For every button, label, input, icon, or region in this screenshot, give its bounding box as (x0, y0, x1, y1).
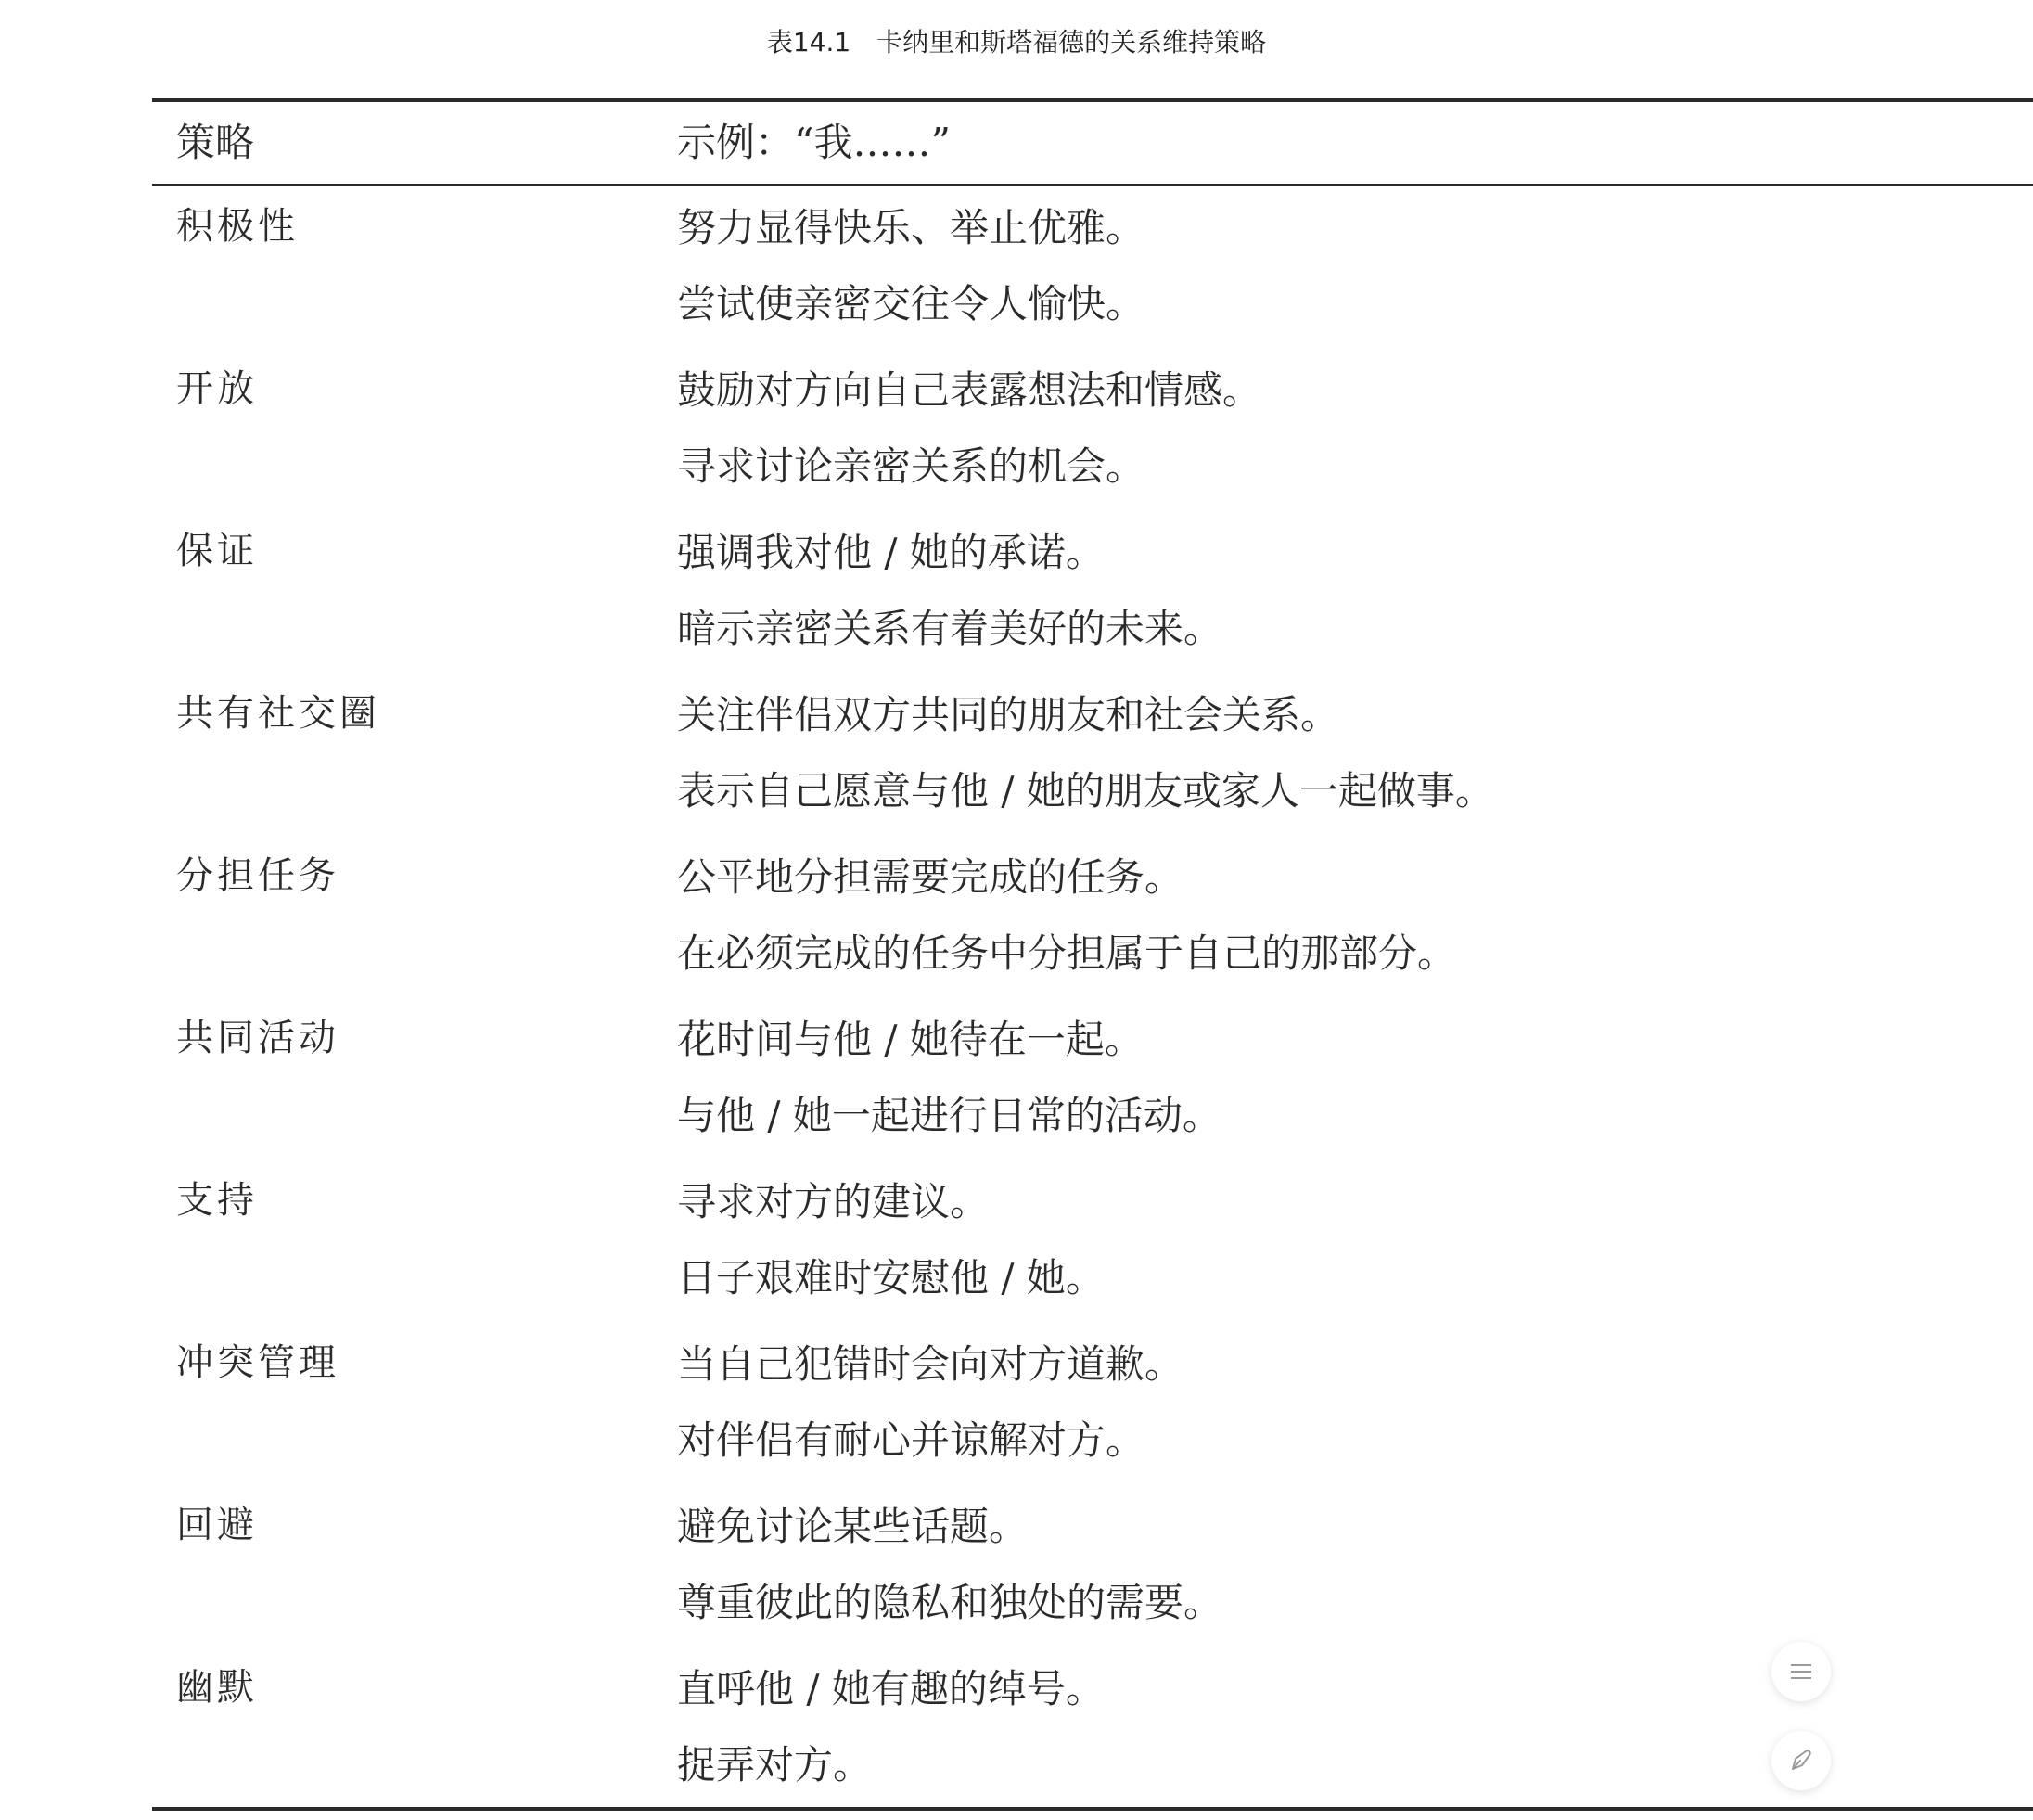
example-cell: 捉弄对方。 (677, 1742, 873, 1788)
example-cell: 强调我对他 / 她的承诺。 (677, 530, 1105, 575)
table-row (0, 510, 2033, 673)
table-header-row (0, 102, 2033, 184)
strategy-cell: 开放 (176, 367, 258, 410)
strategy-cell: 保证 (176, 530, 258, 572)
table-row (0, 835, 2033, 997)
table-row (0, 1322, 2033, 1484)
example-cell: 与他 / 她一起进行日常的活动。 (677, 1093, 1221, 1138)
table-row (0, 997, 2033, 1160)
header-strategy: 策略 (176, 120, 255, 165)
example-cell: 努力显得快乐、举止优雅。 (677, 205, 1145, 250)
strategy-cell: 支持 (176, 1179, 258, 1222)
strategy-cell: 分担任务 (176, 854, 339, 897)
strategy-cell: 回避 (176, 1504, 258, 1546)
example-cell: 尊重彼此的隐私和独处的需要。 (677, 1580, 1223, 1625)
table-row (0, 1160, 2033, 1322)
strategy-cell: 共同活动 (176, 1017, 339, 1059)
example-cell: 对伴侣有耐心并谅解对方。 (677, 1417, 1145, 1463)
table-row (0, 186, 2033, 348)
table-row (0, 673, 2033, 835)
table-row (0, 1484, 2033, 1647)
example-cell: 避免讨论某些话题。 (677, 1504, 1029, 1549)
strategy-cell: 幽默 (176, 1666, 258, 1709)
example-cell: 直呼他 / 她有趣的绰号。 (677, 1666, 1105, 1711)
table-row (0, 1647, 2033, 1809)
table-body (0, 186, 2033, 1807)
edit-button[interactable] (1771, 1731, 1831, 1790)
strategy-cell: 冲突管理 (176, 1341, 339, 1384)
table-row (0, 348, 2033, 510)
example-cell: 当自己犯错时会向对方道歉。 (677, 1341, 1184, 1387)
example-cell: 尝试使亲密交往令人愉快。 (677, 281, 1145, 327)
example-cell: 花时间与他 / 她待在一起。 (677, 1017, 1144, 1062)
example-cell: 寻求讨论亲密关系的机会。 (677, 443, 1145, 489)
menu-icon (1789, 1661, 1813, 1682)
example-cell: 日子艰难时安慰他 / 她。 (677, 1255, 1105, 1301)
strategy-cell: 共有社交圈 (176, 692, 380, 735)
header-example: 示例：“我……” (677, 120, 951, 165)
example-cell: 关注伴侣双方共同的朋友和社会关系。 (677, 692, 1340, 737)
table-caption: 表14.1 卡纳里和斯塔福德的关系维持策略 (766, 27, 1267, 58)
example-cell: 公平地分担需要完成的任务。 (677, 854, 1184, 900)
menu-button[interactable] (1771, 1642, 1831, 1701)
example-cell: 在必须完成的任务中分担属于自己的那部分。 (677, 930, 1457, 976)
example-cell: 表示自己愿意与他 / 她的朋友或家人一起做事。 (677, 768, 1494, 814)
example-cell: 寻求对方的建议。 (677, 1179, 990, 1224)
strategy-cell: 积极性 (176, 205, 299, 248)
pen-icon (1788, 1748, 1814, 1774)
table-bottom-rule (152, 1807, 2033, 1811)
example-cell: 鼓励对方向自己表露想法和情感。 (677, 367, 1262, 413)
example-cell: 暗示亲密关系有着美好的未来。 (677, 606, 1223, 651)
